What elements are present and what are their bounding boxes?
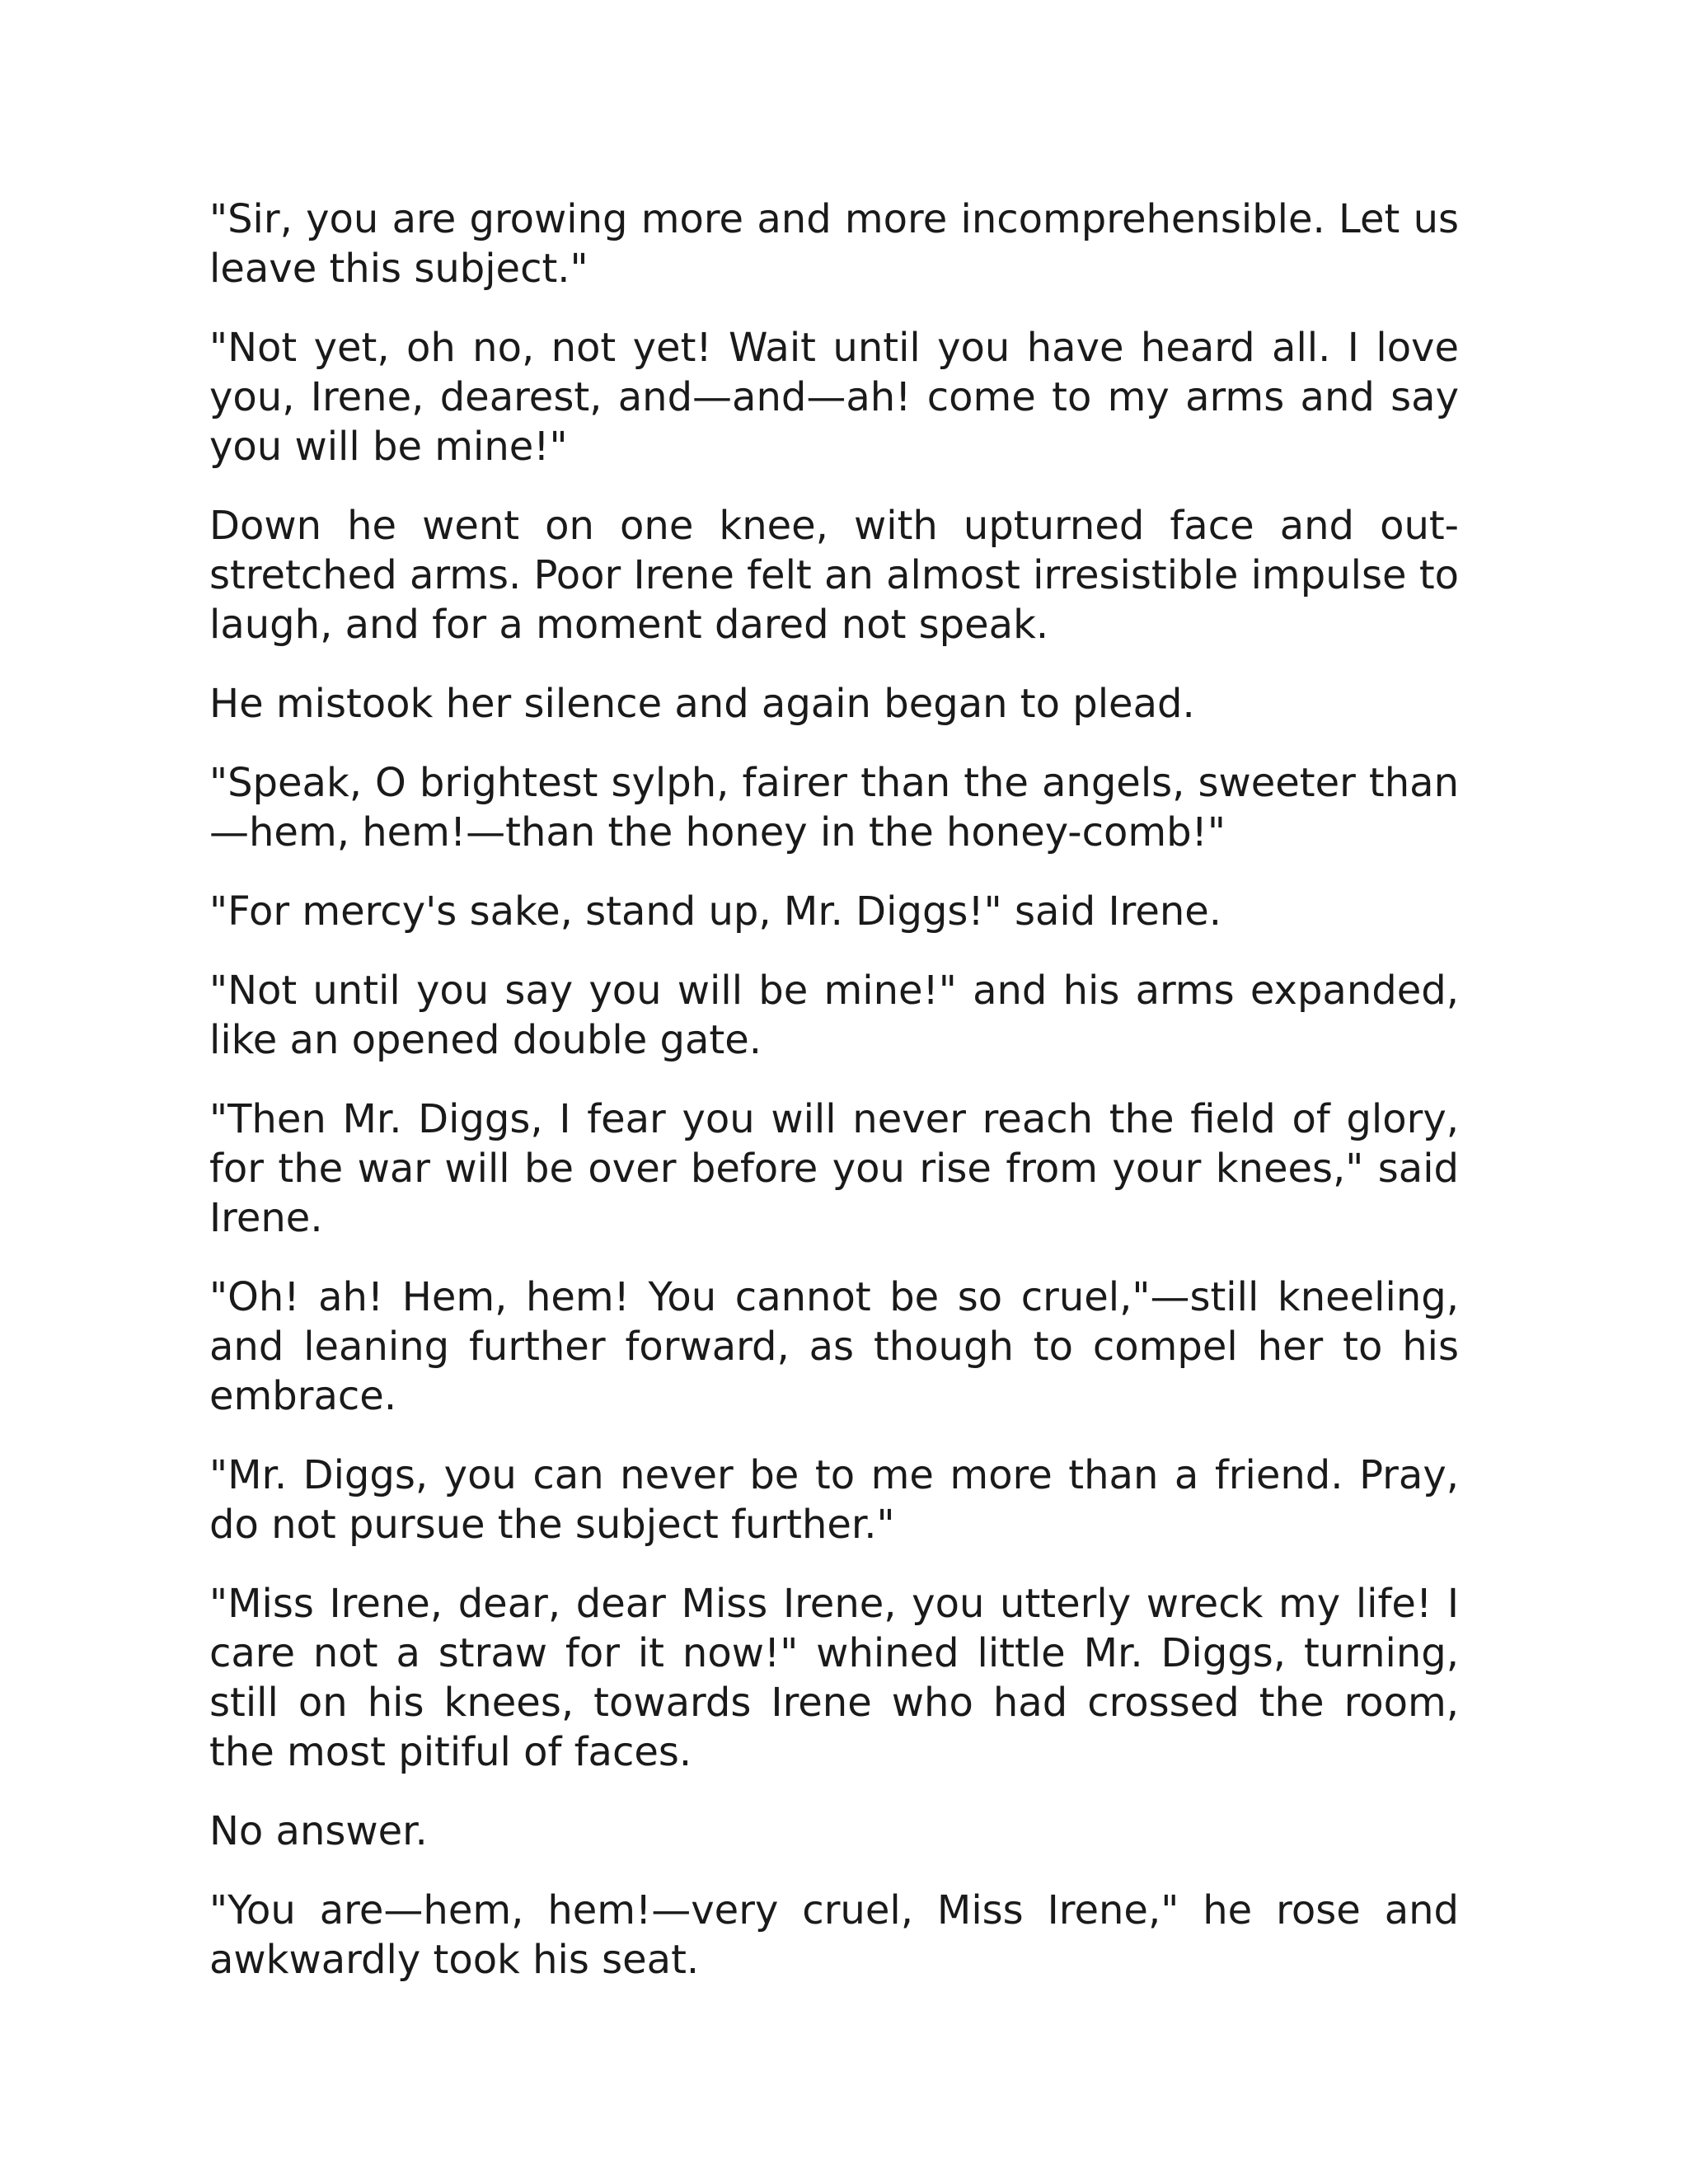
paragraph: "Not until you say you will be mine!" and his arms expanded, like an opened double gate. — [209, 968, 1459, 1063]
paragraph: "Sir, you are growing more and more incomprehensible. Let us leave this subject." — [209, 196, 1459, 292]
paragraph: "Then Mr. Diggs, I fear you will never reach the field of glory, for the war will be over before you rise from your knees," said Irene. — [209, 1096, 1459, 1241]
paragraph: "Miss Irene, dear, dear Miss Irene, you utterly wreck my life! I care not a straw for it now!" whined little Mr. Diggs, turning, still on his knees, towards Irene who had crossed the room, the most pitiful of faces. — [209, 1581, 1459, 1775]
paragraph: "You are—hem, hem!—very cruel, Miss Irene," he rose and awkwardly took his seat. — [209, 1887, 1459, 1983]
paragraph: He mistook her silence and again began to plead. — [209, 681, 1195, 727]
paragraph: Down he went on one knee, with upturned face and out-stretched arms. Poor Irene felt an almost irresistible impulse to laugh, and for a moment dared not speak. — [209, 503, 1459, 648]
paragraph: "Oh! ah! Hem, hem! You cannot be so cruel,"—still kneeling, and leaning further forward, as though to compel her to his embrace. — [209, 1274, 1459, 1419]
body-text — [209, 194, 1459, 2014]
paragraph: No answer. — [209, 1808, 428, 1854]
paragraph: "For mercy's sake, stand up, Mr. Diggs!" said Irene. — [209, 888, 1222, 935]
paragraph: "Not yet, oh no, not yet! Wait until you have heard all. I love you, Irene, dearest, and—and—ah! come to my arms and say you will be mine!" — [209, 325, 1459, 470]
paragraph: "Speak, O brightest sylph, fairer than the angels, sweeter than—hem, hem!—than the honey in the honey-comb!" — [209, 760, 1459, 855]
paragraph: "Mr. Diggs, you can never be to me more than a friend. Pray, do not pursue the subject further." — [209, 1452, 1459, 1548]
